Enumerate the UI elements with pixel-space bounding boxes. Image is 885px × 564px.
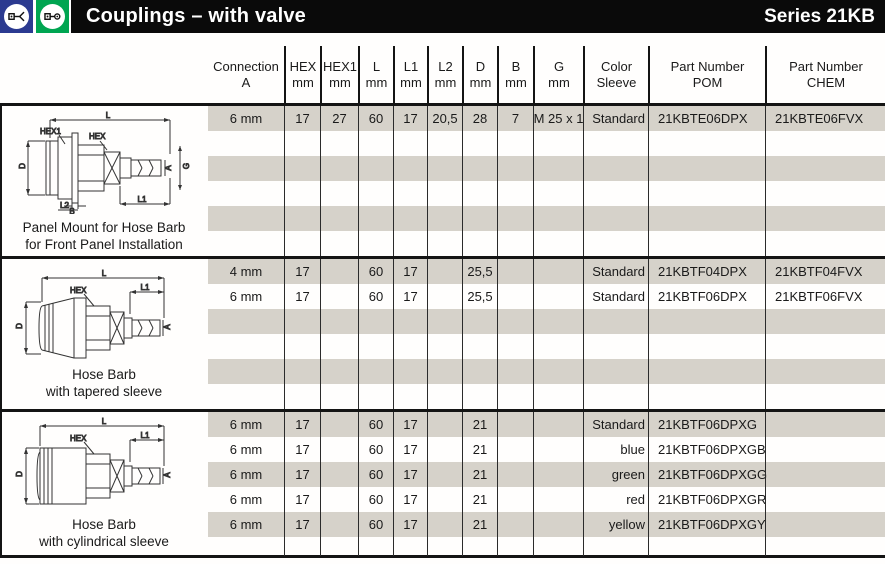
table-cell bbox=[497, 412, 533, 437]
svg-text:HEX1: HEX1 bbox=[40, 127, 61, 136]
table-cell: 21 bbox=[462, 412, 497, 437]
table-cell bbox=[320, 206, 358, 231]
table-cell: red bbox=[583, 487, 648, 512]
table-cell bbox=[765, 181, 885, 206]
table-cell bbox=[320, 131, 358, 156]
table-left-border bbox=[0, 103, 2, 558]
svg-text:HEX: HEX bbox=[89, 132, 106, 141]
column-header-l1: L1 mm bbox=[393, 46, 427, 103]
caption-line: Hose Barb bbox=[72, 367, 136, 382]
table-cell bbox=[497, 334, 533, 359]
table-row bbox=[208, 537, 885, 556]
table-cell: 7 bbox=[497, 106, 533, 131]
table-cell bbox=[462, 156, 497, 181]
table-cell: 6 mm bbox=[229, 467, 263, 482]
plug-socket-coupling-glyph bbox=[40, 4, 65, 29]
table-cell bbox=[320, 309, 358, 334]
table-cell: 27 bbox=[320, 106, 358, 131]
table-row bbox=[208, 437, 885, 462]
table-cell bbox=[648, 309, 765, 334]
column-header-hex: HEX mm bbox=[284, 46, 320, 103]
table-cell bbox=[533, 384, 583, 409]
table-cell bbox=[765, 487, 885, 512]
table-cell bbox=[320, 537, 358, 556]
table-cell bbox=[427, 156, 462, 181]
table-cell bbox=[284, 156, 320, 181]
table-cell: blue bbox=[583, 437, 648, 462]
table-cell bbox=[208, 309, 284, 334]
table-cell bbox=[320, 359, 358, 384]
table-cell bbox=[648, 537, 765, 556]
table-cell bbox=[765, 384, 885, 409]
table-cell bbox=[393, 334, 427, 359]
caption-line: with cylindrical sleeve bbox=[39, 534, 169, 549]
column-header-g: G mm bbox=[533, 46, 583, 103]
table-cell bbox=[208, 206, 284, 231]
table-cell bbox=[208, 359, 284, 384]
table-row bbox=[208, 334, 885, 359]
table-cell bbox=[320, 462, 358, 487]
table-cell bbox=[533, 231, 583, 256]
table-cell: 28 bbox=[462, 106, 497, 131]
table-row bbox=[208, 309, 885, 334]
table-cell bbox=[648, 206, 765, 231]
table-cell: 17 bbox=[284, 487, 320, 512]
table-cell bbox=[533, 512, 583, 537]
table-cell bbox=[284, 206, 320, 231]
table-cell bbox=[648, 156, 765, 181]
table-cell: 17 bbox=[393, 412, 427, 437]
column-header-l: L mm bbox=[358, 46, 393, 103]
svg-text:A: A bbox=[163, 472, 172, 478]
table-cell bbox=[533, 284, 583, 309]
table-cell bbox=[462, 131, 497, 156]
table-cell: 17 bbox=[284, 106, 320, 131]
table-cell: 21KBTE06FVX bbox=[765, 106, 885, 131]
table-cell bbox=[497, 181, 533, 206]
column-header-part-number: Part Number POM bbox=[648, 46, 765, 103]
page-title: Couplings – with valve bbox=[86, 5, 306, 27]
table-cell bbox=[497, 259, 533, 284]
table-cell: 21KBTF06DPXGG bbox=[648, 462, 765, 487]
table-cell: 60 bbox=[358, 512, 393, 537]
table-cell bbox=[497, 359, 533, 384]
table-row bbox=[208, 131, 885, 156]
table-cell bbox=[208, 334, 284, 359]
table-cell: 6 mm bbox=[229, 417, 263, 432]
table-cell bbox=[497, 156, 533, 181]
caption-line: for Front Panel Installation bbox=[25, 237, 183, 252]
table-cell bbox=[427, 259, 462, 284]
table-row bbox=[208, 487, 885, 512]
table-cell: Standard bbox=[583, 284, 648, 309]
table-cell bbox=[533, 206, 583, 231]
table-cell bbox=[533, 412, 583, 437]
table-cell bbox=[765, 334, 885, 359]
socket-coupling-icon bbox=[0, 0, 36, 33]
table-cell: Standard bbox=[583, 106, 648, 131]
table-cell: 21 bbox=[462, 437, 497, 462]
table-cell bbox=[765, 412, 885, 437]
table-cell bbox=[427, 231, 462, 256]
column-header-row bbox=[208, 46, 885, 103]
table-cell bbox=[427, 131, 462, 156]
table-cell bbox=[497, 309, 533, 334]
table-cell bbox=[208, 537, 284, 556]
table-cell bbox=[583, 181, 648, 206]
table-row bbox=[208, 231, 885, 256]
svg-text:L1: L1 bbox=[137, 195, 147, 204]
table-cell bbox=[497, 231, 533, 256]
table-cell bbox=[320, 487, 358, 512]
table-cell bbox=[497, 284, 533, 309]
table-cell bbox=[533, 181, 583, 206]
table-cell bbox=[358, 206, 393, 231]
table-row bbox=[208, 181, 885, 206]
table-cell: 6 mm bbox=[229, 442, 263, 457]
panel-mount-drawing bbox=[12, 110, 196, 219]
table-cell: 17 bbox=[393, 487, 427, 512]
table-cell bbox=[765, 359, 885, 384]
table-cell bbox=[358, 231, 393, 256]
table-cell bbox=[765, 437, 885, 462]
column-header-b: B mm bbox=[497, 46, 533, 103]
svg-text:B: B bbox=[69, 207, 75, 214]
table-cell: 60 bbox=[358, 437, 393, 462]
table-cell bbox=[358, 181, 393, 206]
table-row bbox=[208, 106, 885, 131]
table-cell: Standard bbox=[583, 412, 648, 437]
table-cell: M 25 x 1 bbox=[533, 106, 583, 131]
table-cell bbox=[393, 131, 427, 156]
table-cell bbox=[462, 334, 497, 359]
table-cell bbox=[533, 259, 583, 284]
table-cell bbox=[284, 334, 320, 359]
table-cell bbox=[358, 359, 393, 384]
table-cell bbox=[284, 231, 320, 256]
table-cell: 21KBTF06FVX bbox=[765, 284, 885, 309]
table-cell: 17 bbox=[284, 284, 320, 309]
table-cell bbox=[765, 156, 885, 181]
table-cell: 4 mm bbox=[229, 264, 263, 279]
column-header-hex1: HEX1 mm bbox=[320, 46, 358, 103]
table-cell: 60 bbox=[358, 259, 393, 284]
svg-text:A: A bbox=[164, 165, 173, 171]
table-cell bbox=[208, 181, 284, 206]
table-cell bbox=[497, 206, 533, 231]
table-cell bbox=[583, 156, 648, 181]
table-cell: 17 bbox=[393, 462, 427, 487]
svg-text:HEX: HEX bbox=[70, 286, 87, 295]
table-cell bbox=[533, 462, 583, 487]
table-cell bbox=[583, 231, 648, 256]
table-cell: 20,5 bbox=[427, 106, 462, 131]
table-cell bbox=[208, 156, 284, 181]
table-cell bbox=[358, 156, 393, 181]
section-1-rows bbox=[208, 106, 885, 256]
table-cell bbox=[320, 384, 358, 409]
table-cell bbox=[427, 462, 462, 487]
svg-text:L2: L2 bbox=[60, 201, 69, 210]
table-cell bbox=[765, 206, 885, 231]
table-cell bbox=[497, 384, 533, 409]
table-cell bbox=[284, 309, 320, 334]
cylindrical-sleeve-drawing bbox=[12, 416, 196, 515]
table-cell bbox=[462, 359, 497, 384]
table-cell bbox=[583, 537, 648, 556]
table-cell bbox=[427, 437, 462, 462]
table-cell: 21KBTF06DPXGR bbox=[648, 487, 765, 512]
table-cell bbox=[427, 487, 462, 512]
svg-text:A: A bbox=[163, 324, 172, 330]
table-cell: green bbox=[583, 462, 648, 487]
socket-coupling-glyph bbox=[4, 4, 29, 29]
table-cell bbox=[393, 156, 427, 181]
table-cell bbox=[284, 359, 320, 384]
table-cell: 6 mm bbox=[229, 492, 263, 507]
table-cell bbox=[393, 384, 427, 409]
table-cell bbox=[358, 309, 393, 334]
table-cell: 21KBTF04DPX bbox=[648, 259, 765, 284]
table-cell bbox=[462, 309, 497, 334]
table-row bbox=[208, 462, 885, 487]
table-cell bbox=[393, 231, 427, 256]
table-cell bbox=[583, 359, 648, 384]
table-cell: 25,5 bbox=[462, 284, 497, 309]
table-row bbox=[208, 156, 885, 181]
table-cell: 17 bbox=[284, 512, 320, 537]
table-cell bbox=[648, 384, 765, 409]
table-cell bbox=[393, 537, 427, 556]
table-cell bbox=[427, 359, 462, 384]
table-cell bbox=[320, 259, 358, 284]
table-cell: 25,5 bbox=[462, 259, 497, 284]
table-cell bbox=[648, 334, 765, 359]
table-cell: 21KBTF06DPXG bbox=[648, 412, 765, 437]
table-cell bbox=[427, 206, 462, 231]
table-cell: 21KBTF06DPXGB bbox=[648, 437, 765, 462]
table-cell bbox=[533, 309, 583, 334]
table-cell bbox=[765, 462, 885, 487]
svg-text:L1: L1 bbox=[140, 431, 150, 440]
section-2-rows bbox=[208, 259, 885, 409]
table-cell bbox=[358, 131, 393, 156]
caption-line: Panel Mount for Hose Barb bbox=[22, 220, 186, 235]
table-cell bbox=[497, 537, 533, 556]
table-cell: 17 bbox=[393, 437, 427, 462]
table-cell bbox=[427, 512, 462, 537]
table-cell: 21KBTF06DPX bbox=[648, 284, 765, 309]
table-cell: 17 bbox=[284, 437, 320, 462]
table-cell: 17 bbox=[284, 462, 320, 487]
tapered-sleeve-drawing bbox=[12, 268, 196, 367]
table-cell: yellow bbox=[583, 512, 648, 537]
table-cell bbox=[462, 181, 497, 206]
svg-text:D: D bbox=[15, 471, 24, 477]
table-row bbox=[208, 412, 885, 437]
table-cell bbox=[320, 512, 358, 537]
section-3-caption bbox=[0, 516, 208, 550]
table-cell bbox=[648, 231, 765, 256]
table-cell: 60 bbox=[358, 284, 393, 309]
table-cell: 60 bbox=[358, 487, 393, 512]
svg-text:G: G bbox=[182, 162, 191, 170]
table-cell bbox=[320, 437, 358, 462]
svg-text:L: L bbox=[101, 269, 107, 278]
table-cell: 60 bbox=[358, 412, 393, 437]
table-cell bbox=[765, 537, 885, 556]
table-cell bbox=[284, 537, 320, 556]
table-cell bbox=[533, 437, 583, 462]
table-cell bbox=[533, 156, 583, 181]
caption-line: with tapered sleeve bbox=[45, 384, 163, 399]
table-row bbox=[208, 259, 885, 284]
table-cell bbox=[208, 231, 284, 256]
table-cell: 17 bbox=[284, 259, 320, 284]
table-cell bbox=[648, 181, 765, 206]
table-cell bbox=[320, 284, 358, 309]
table-row bbox=[208, 359, 885, 384]
column-header-part-number: Part Number CHEM bbox=[765, 46, 885, 103]
table-cell bbox=[497, 437, 533, 462]
svg-text:D: D bbox=[18, 163, 27, 169]
table-cell bbox=[765, 231, 885, 256]
section-3-rows bbox=[208, 412, 885, 556]
table-cell bbox=[497, 131, 533, 156]
table-cell bbox=[533, 359, 583, 384]
table-cell bbox=[320, 181, 358, 206]
table-cell bbox=[462, 384, 497, 409]
table-row bbox=[208, 206, 885, 231]
table-cell: 6 mm bbox=[229, 111, 263, 126]
table-cell bbox=[497, 512, 533, 537]
table-cell bbox=[427, 334, 462, 359]
table-cell bbox=[462, 206, 497, 231]
table-cell: 17 bbox=[393, 259, 427, 284]
table-cell: 60 bbox=[358, 106, 393, 131]
table-cell bbox=[208, 131, 284, 156]
table-cell bbox=[427, 537, 462, 556]
table-cell bbox=[284, 131, 320, 156]
table-cell: 21 bbox=[462, 487, 497, 512]
table-cell bbox=[427, 181, 462, 206]
table-row bbox=[208, 512, 885, 537]
table-cell: 17 bbox=[393, 106, 427, 131]
table-cell bbox=[208, 384, 284, 409]
table-cell: 21KBTF06DPXGY bbox=[648, 512, 765, 537]
table-cell bbox=[427, 284, 462, 309]
table-cell bbox=[765, 512, 885, 537]
table-cell: 6 mm bbox=[229, 289, 263, 304]
series-label: Series 21KB bbox=[764, 5, 875, 27]
table-cell: 21KBTF04FVX bbox=[765, 259, 885, 284]
table-cell bbox=[427, 384, 462, 409]
table-cell bbox=[320, 156, 358, 181]
table-cell bbox=[358, 537, 393, 556]
table-cell bbox=[320, 231, 358, 256]
table-cell bbox=[427, 309, 462, 334]
table-cell bbox=[648, 131, 765, 156]
plug-socket-coupling-icon bbox=[36, 0, 71, 33]
table-cell bbox=[583, 206, 648, 231]
table-cell bbox=[358, 334, 393, 359]
table-cell bbox=[393, 181, 427, 206]
column-header-l2: L2 mm bbox=[427, 46, 462, 103]
svg-text:HEX: HEX bbox=[70, 434, 87, 443]
table-cell bbox=[358, 384, 393, 409]
section-2-caption bbox=[0, 366, 208, 400]
table-cell bbox=[320, 334, 358, 359]
column-header-d: D mm bbox=[462, 46, 497, 103]
table-cell bbox=[462, 231, 497, 256]
table-cell bbox=[583, 384, 648, 409]
table-cell bbox=[284, 384, 320, 409]
table-cell bbox=[583, 309, 648, 334]
table-cell bbox=[497, 462, 533, 487]
svg-text:L: L bbox=[101, 417, 107, 426]
column-header-color: Color Sleeve bbox=[583, 46, 648, 103]
table-cell bbox=[765, 309, 885, 334]
table-cell bbox=[462, 537, 497, 556]
table-cell bbox=[284, 181, 320, 206]
table-row bbox=[208, 384, 885, 409]
table-cell bbox=[533, 131, 583, 156]
table-cell bbox=[427, 412, 462, 437]
table-cell: Standard bbox=[583, 259, 648, 284]
table-cell bbox=[320, 412, 358, 437]
table-cell: 21 bbox=[462, 512, 497, 537]
table-cell bbox=[393, 359, 427, 384]
table-cell bbox=[583, 131, 648, 156]
column-header-connection: Connection A bbox=[213, 58, 279, 90]
table-cell: 60 bbox=[358, 462, 393, 487]
table-cell bbox=[533, 537, 583, 556]
table-row bbox=[208, 284, 885, 309]
table-cell bbox=[648, 359, 765, 384]
table-cell: 6 mm bbox=[229, 517, 263, 532]
table-cell: 17 bbox=[393, 284, 427, 309]
table-cell bbox=[497, 487, 533, 512]
table-cell bbox=[393, 206, 427, 231]
svg-text:D: D bbox=[15, 323, 24, 329]
table-cell bbox=[533, 334, 583, 359]
table-cell: 17 bbox=[393, 512, 427, 537]
caption-line: Hose Barb bbox=[72, 517, 136, 532]
table-cell bbox=[583, 334, 648, 359]
section-1-caption bbox=[0, 219, 208, 253]
header-bar bbox=[0, 0, 885, 33]
svg-text:L1: L1 bbox=[140, 283, 150, 292]
table-cell bbox=[393, 309, 427, 334]
table-cell: 21KBTE06DPX bbox=[648, 106, 765, 131]
table-cell: 21 bbox=[462, 462, 497, 487]
table-cell bbox=[765, 131, 885, 156]
table-cell: 17 bbox=[284, 412, 320, 437]
svg-text:L: L bbox=[105, 111, 111, 120]
table-cell bbox=[533, 487, 583, 512]
